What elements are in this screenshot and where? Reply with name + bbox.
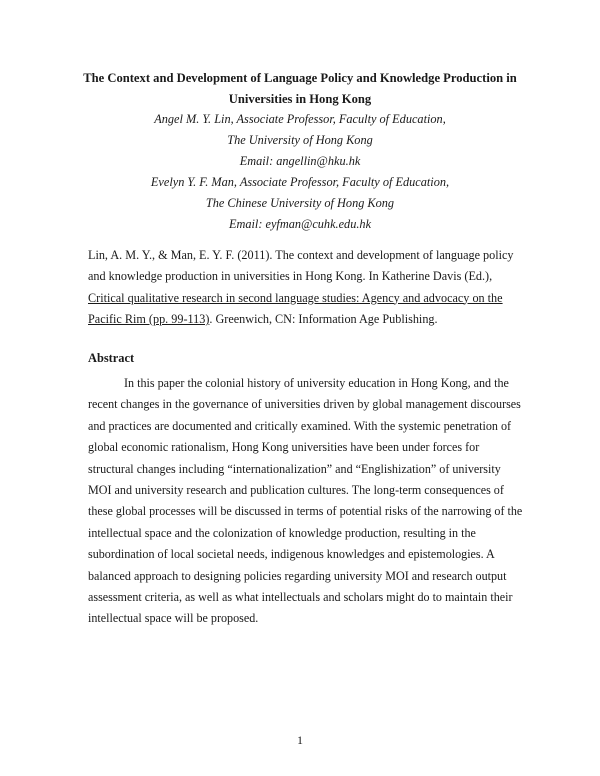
author-line: Evelyn Y. F. Man, Associate Professor, Faculty of Education, (150, 175, 450, 189)
citation-line (88, 288, 528, 309)
citation-line: Lin, A. M. Y., & Man, E. Y. F. (2011). The context and development of language policy (88, 248, 514, 262)
page-number: 1 (297, 733, 303, 747)
abstract-line: global economic rationalism, Hong Kong universities have been under forces for (88, 440, 480, 455)
abstract-line: assessment criteria, as well as what intellectuals and scholars might do to maintain their (88, 590, 513, 605)
abstract-line: these global processes will be discussed in terms of potential risks of the narrowing of the (88, 504, 523, 519)
citation-publisher: . Greenwich, CN: Information Age Publishing. (209, 311, 438, 326)
paper-title (60, 68, 540, 110)
abstract-line: intellectual space will be proposed. (88, 611, 259, 626)
author-block (60, 109, 540, 235)
abstract-line: intellectual space and the colonization of knowledge production, resulting in the (88, 525, 476, 540)
abstract-line: subordination of local societal needs, indigenous knowledges and epistemologies. A (88, 547, 495, 562)
author-line: The University of Hong Kong (227, 133, 373, 147)
title-line: The Context and Development of Language Policy and Knowledge Production in (83, 71, 517, 85)
abstract-line: and practices are documented and critically examined. With the systemic penetration of (88, 418, 512, 433)
abstract-line: In this paper the colonial history of university education in Hong Kong, and the (124, 376, 509, 390)
citation-line (88, 309, 528, 330)
citation-book-title: Critical qualitative research in second language studies: Agency and advocacy on the (88, 290, 503, 305)
abstract-heading: Abstract (88, 351, 135, 365)
title-line: Universities in Hong Kong (228, 92, 372, 106)
author-email: Email: angellin@hku.hk (239, 154, 361, 168)
author-line: The Chinese University of Hong Kong (205, 196, 395, 210)
citation-block (88, 245, 528, 330)
abstract-line: structural changes including “internationalization” and “Englishization” of university (88, 461, 501, 476)
abstract-line: recent changes in the governance of universities driven by global management discourses (88, 397, 521, 412)
abstract-line: balanced approach to designing policies regarding university MOI and research output (88, 568, 507, 583)
author-line: Angel M. Y. Lin, Associate Professor, Faculty of Education, (154, 112, 446, 126)
citation-line: and knowledge production in universities in Hong Kong. In Katherine Davis (Ed.), (88, 269, 493, 284)
abstract-line: MOI and university research and publication cultures. The long-term consequences of (88, 483, 504, 498)
citation-book-title: Pacific Rim (pp. 99-113) (88, 311, 210, 326)
abstract-body (88, 373, 528, 630)
author-email: Email: eyfman@cuhk.edu.hk (228, 217, 372, 231)
